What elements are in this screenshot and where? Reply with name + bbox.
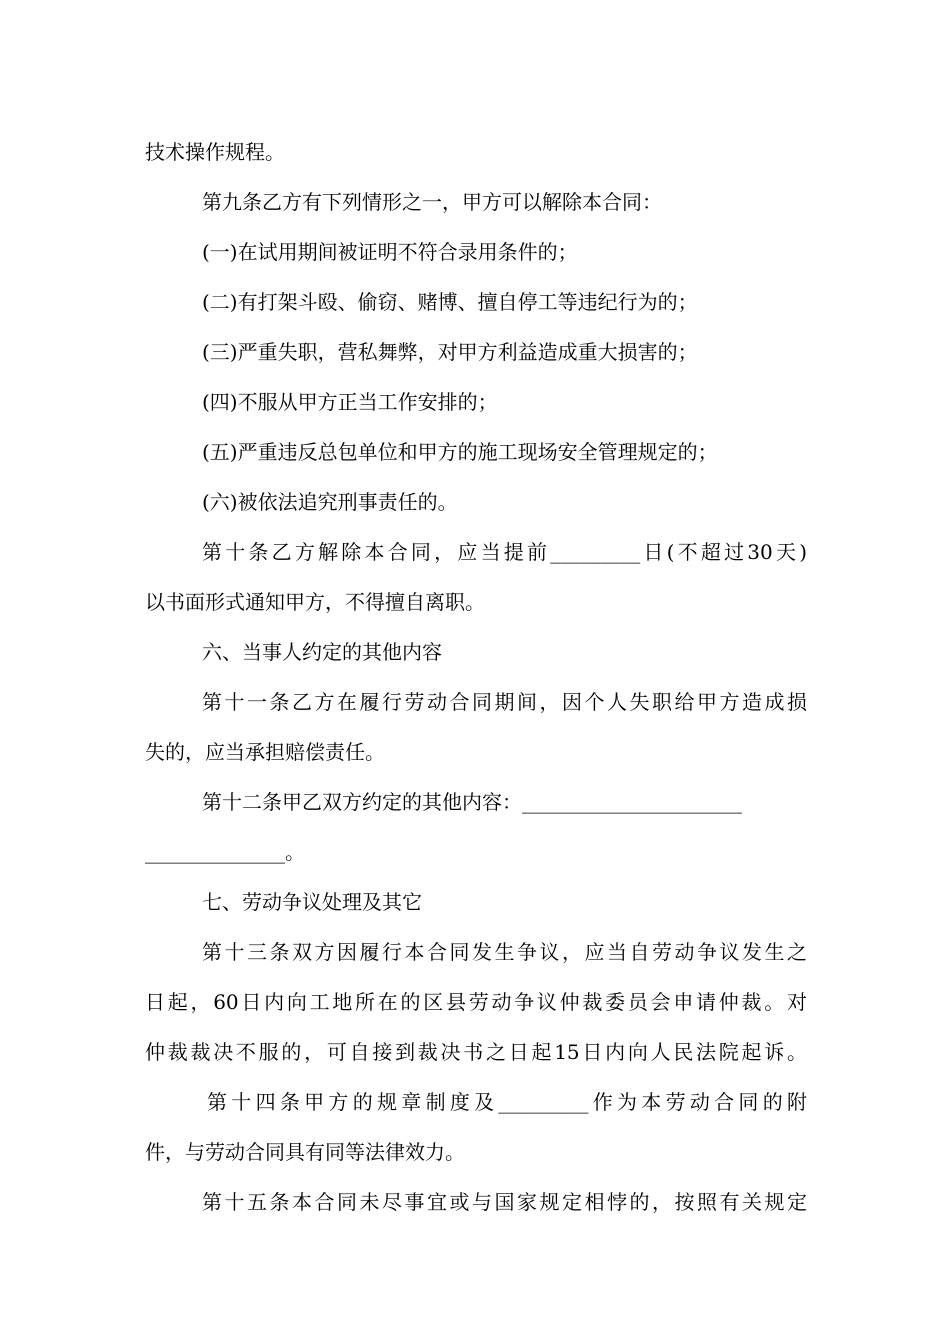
article-9-item-1: (一)在试用期间被证明不符合录用条件的； xyxy=(202,240,578,264)
section-6-heading: 六、当事人约定的其他内容 xyxy=(202,640,442,664)
article-13-line-3: 仲裁裁决不服的，可自接到裁决书之日起15日内向人民法院起诉。 xyxy=(145,1040,807,1064)
article-9-item-4: (四)不服从甲方正当工作安排的； xyxy=(202,390,498,414)
article-9-item-5: (五)严重违反总包单位和甲方的施工现场安全管理规定的； xyxy=(202,440,718,464)
article-10-line-2: 以书面形式通知甲方，不得擅自离职。 xyxy=(145,590,485,614)
article-13-line-2: 日起，60日内向工地所在的区县劳动争议仲裁委员会申请仲裁。对 xyxy=(145,990,807,1014)
text-line-continuation: 技术操作规程。 xyxy=(145,140,285,164)
article-9-item-3: (三)严重失职，营私舞弊，对甲方利益造成重大损害的； xyxy=(202,340,698,364)
article-12-line-2: ______________。 xyxy=(145,840,305,864)
article-14-line-2: 件，与劳动合同具有同等法律效力。 xyxy=(145,1140,465,1164)
article-9-item-6: (六)被依法追究刑事责任的。 xyxy=(202,490,458,514)
article-13-line-1: 第十三条双方因履行本合同发生争议，应当自劳动争议发生之 xyxy=(202,940,807,964)
article-10-line-1: 第十条乙方解除本合同，应当提前_________日(不超过30天) xyxy=(202,540,807,564)
article-9-heading: 第九条乙方有下列情形之一，甲方可以解除本合同： xyxy=(202,190,662,214)
article-11-line-1: 第十一条乙方在履行劳动合同期间，因个人失职给甲方造成损 xyxy=(202,690,807,714)
article-11-line-2: 失的，应当承担赔偿责任。 xyxy=(145,740,385,764)
article-15-line-1: 第十五条本合同未尽事宜或与国家规定相悖的，按照有关规定 xyxy=(202,1190,807,1214)
article-14-line-1: 第十四条甲方的规章制度及_________作为本劳动合同的附 xyxy=(207,1090,807,1114)
article-9-item-2: (二)有打架斗殴、偷窃、赌博、擅自停工等违纪行为的； xyxy=(202,290,698,314)
section-7-heading: 七、劳动争议处理及其它 xyxy=(202,890,422,914)
article-12-line-1: 第十二条甲乙双方约定的其他内容：______________________ xyxy=(202,790,742,814)
